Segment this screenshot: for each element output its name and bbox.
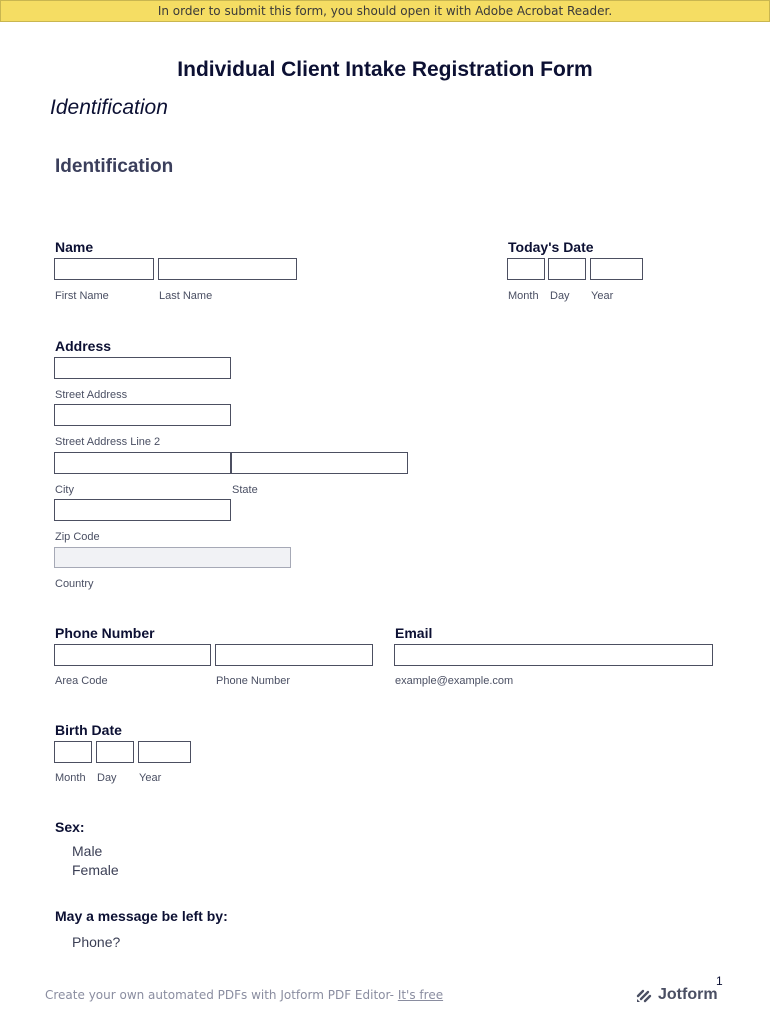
todays-date-month-field[interactable]	[507, 258, 545, 280]
footer-promo	[45, 988, 443, 1002]
email-field[interactable]	[394, 644, 713, 666]
birth-date-label: Birth Date	[55, 722, 122, 738]
todays-date-month-sublabel: Month	[508, 290, 539, 302]
section-heading: Identification	[55, 156, 174, 177]
sex-option-female[interactable]: Female	[72, 862, 119, 878]
email-sublabel: example@example.com	[395, 675, 514, 687]
first-name-field[interactable]	[54, 258, 154, 280]
todays-date-year-field[interactable]	[590, 258, 643, 280]
form-title: Individual Client Intake Registration Form	[177, 58, 593, 81]
todays-date-day-sublabel: Day	[550, 290, 570, 302]
jotform-wordmark: Jotform	[658, 986, 718, 1003]
message-label: May a message be left by:	[55, 908, 228, 924]
todays-date-year-sublabel: Year	[591, 290, 614, 302]
zip-code-sublabel: Zip Code	[55, 531, 100, 543]
todays-date-day-field[interactable]	[548, 258, 586, 280]
phone-number-field[interactable]	[215, 644, 373, 666]
message-option-phone[interactable]: Phone?	[72, 934, 121, 950]
birth-date-month-sublabel: Month	[55, 772, 86, 784]
phone-number-label: Phone Number	[55, 625, 155, 641]
city-sublabel: City	[55, 484, 74, 496]
state-sublabel: State	[232, 484, 258, 496]
area-code-sublabel: Area Code	[55, 675, 108, 687]
email-label: Email	[395, 625, 433, 641]
jotform-brand	[636, 986, 718, 1004]
page-number: 1	[716, 974, 723, 988]
street-address-sublabel: Street Address	[55, 389, 128, 401]
jotform-logo-icon	[636, 987, 652, 1003]
sex-label: Sex:	[55, 819, 85, 835]
first-name-sublabel: First Name	[55, 290, 109, 302]
footer-promo-text: Create your own automated PDFs with Jotform PDF Editor-	[45, 988, 398, 1002]
street-address-field[interactable]	[54, 357, 231, 379]
city-field[interactable]	[54, 452, 231, 474]
its-free-link[interactable]: It's free	[397, 988, 444, 1002]
birth-date-year-sublabel: Year	[139, 772, 162, 784]
area-code-field[interactable]	[54, 644, 211, 666]
birth-date-day-sublabel: Day	[97, 772, 117, 784]
todays-date-label: Today's Date	[508, 239, 594, 255]
zip-code-field[interactable]	[54, 499, 231, 521]
birth-date-month-field[interactable]	[54, 741, 92, 763]
acrobat-notice-banner: In order to submit this form, you should open it with Adobe Acrobat Reader.	[0, 0, 770, 22]
last-name-sublabel: Last Name	[159, 290, 213, 302]
name-label: Name	[55, 239, 94, 255]
country-sublabel: Country	[55, 578, 94, 590]
birth-date-year-field[interactable]	[138, 741, 191, 763]
sex-option-male[interactable]: Male	[72, 843, 103, 859]
street-address-line2-field[interactable]	[54, 404, 231, 426]
phone-number-sublabel: Phone Number	[216, 675, 290, 687]
street-address-line2-sublabel: Street Address Line 2	[55, 436, 161, 448]
state-field[interactable]	[231, 452, 408, 474]
country-field[interactable]	[54, 547, 291, 568]
document-heading: Identification	[50, 96, 168, 119]
address-label: Address	[55, 338, 112, 354]
birth-date-day-field[interactable]	[96, 741, 134, 763]
last-name-field[interactable]	[158, 258, 297, 280]
